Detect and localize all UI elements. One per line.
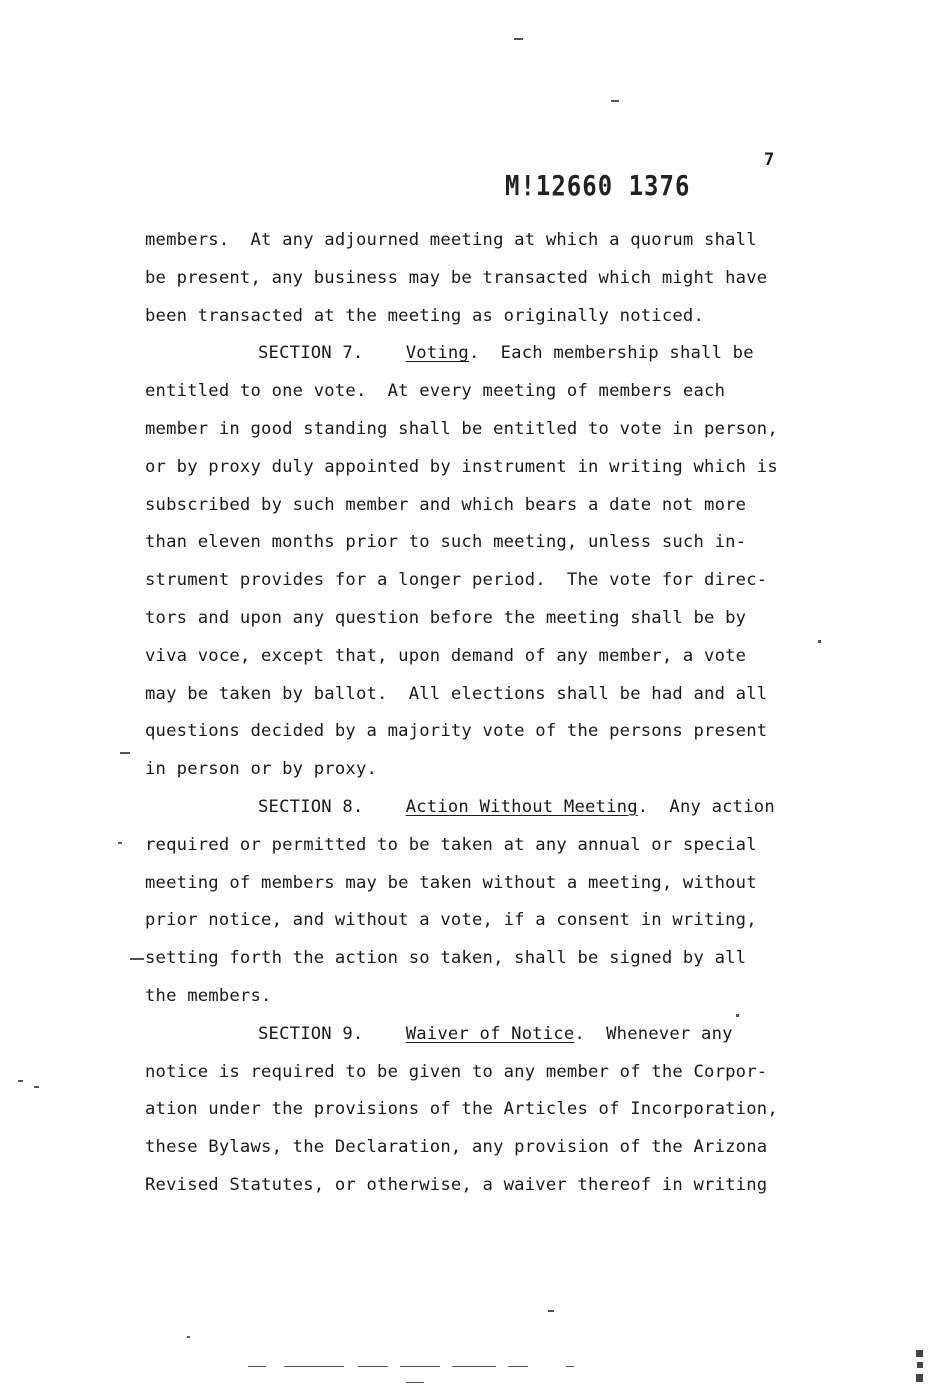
scan-speck: [611, 100, 619, 102]
text-line: viva voce, except that, upon demand of any member, a vote: [145, 645, 747, 666]
section-heading-rest: . Any action: [637, 796, 775, 817]
text-line: been transacted at the meeting as originally noticed.: [145, 305, 705, 326]
text-line: notice is required to be given to any member of the Corpor-: [145, 1061, 768, 1082]
section-label: SECTION 9.: [258, 1023, 364, 1044]
edge-mark: [916, 1350, 924, 1384]
scan-speck: [284, 1366, 344, 1367]
text-line: or by proxy duly appointed by instrument in writing which is: [145, 456, 778, 477]
scan-speck: [736, 1014, 739, 1017]
section-9-heading: [145, 1016, 845, 1054]
text-line: may be taken by ballot. All elections shall be had and all: [145, 683, 768, 704]
scan-speck: [548, 1310, 554, 1312]
text-line: the members.: [145, 985, 272, 1006]
text-line: than eleven months prior to such meeting, unless such in-: [145, 532, 747, 553]
text-line: meeting of members may be taken without a meeting, without: [145, 872, 757, 893]
scan-speck: [400, 1366, 440, 1367]
section-heading-rest: . Each membership shall be: [468, 343, 754, 364]
scan-speck: [566, 1366, 574, 1367]
page-number: 7: [764, 150, 775, 170]
section-title: Waiver of Notice: [405, 1023, 575, 1044]
scan-speck: [118, 842, 122, 844]
section-7-heading: [145, 335, 845, 373]
section-label: SECTION 7.: [258, 343, 364, 364]
text-line: these Bylaws, the Declaration, any provision of the Arizona: [145, 1137, 768, 1158]
scan-speck: [130, 958, 144, 960]
section-title: Voting: [405, 343, 469, 364]
text-line: Revised Statutes, or otherwise, a waiver thereof in writing: [145, 1174, 768, 1195]
section-heading-rest: . Whenever any: [574, 1023, 733, 1044]
text-line: tors and upon any question before the meeting shall be by: [145, 607, 747, 628]
text-line: be present, any business may be transacted which might have: [145, 267, 768, 288]
text-line: in person or by proxy.: [145, 759, 378, 780]
bylaws-text: [145, 222, 845, 1205]
text-line: members. At any adjourned meeting at which a quorum shall: [145, 230, 757, 250]
scan-speck: [187, 1336, 190, 1338]
scan-speck: [406, 1382, 424, 1383]
scan-speck: [120, 752, 130, 754]
scan-speck: [248, 1366, 266, 1367]
scan-speck: [18, 1080, 23, 1082]
section-8-heading: [145, 789, 845, 827]
scan-speck: [34, 1086, 39, 1088]
scan-speck: [514, 38, 523, 40]
text-line: prior notice, and without a vote, if a consent in writing,: [145, 910, 757, 931]
text-line: ation under the provisions of the Articles of Incorporation,: [145, 1099, 778, 1120]
scan-speck: [452, 1366, 496, 1367]
recording-stamp-number: M!12660 1376: [505, 169, 691, 203]
scan-speck: [358, 1366, 388, 1367]
text-line: required or permitted to be taken at any annual or special: [145, 834, 757, 855]
text-line: entitled to one vote. At every meeting of members each: [145, 381, 726, 402]
text-line: subscribed by such member and which bears a date not more: [145, 494, 747, 515]
scan-speck: [508, 1366, 528, 1367]
text-line: strument provides for a longer period. The vote for direc-: [145, 570, 768, 591]
section-title: Action Without Meeting: [405, 796, 638, 817]
section-label: SECTION 8.: [258, 796, 364, 817]
scan-speck: [818, 640, 821, 643]
text-line: member in good standing shall be entitled to vote in person,: [145, 418, 778, 439]
text-line: questions decided by a majority vote of the persons present: [145, 721, 768, 742]
text-line: setting forth the action so taken, shall be signed by all: [145, 948, 747, 969]
